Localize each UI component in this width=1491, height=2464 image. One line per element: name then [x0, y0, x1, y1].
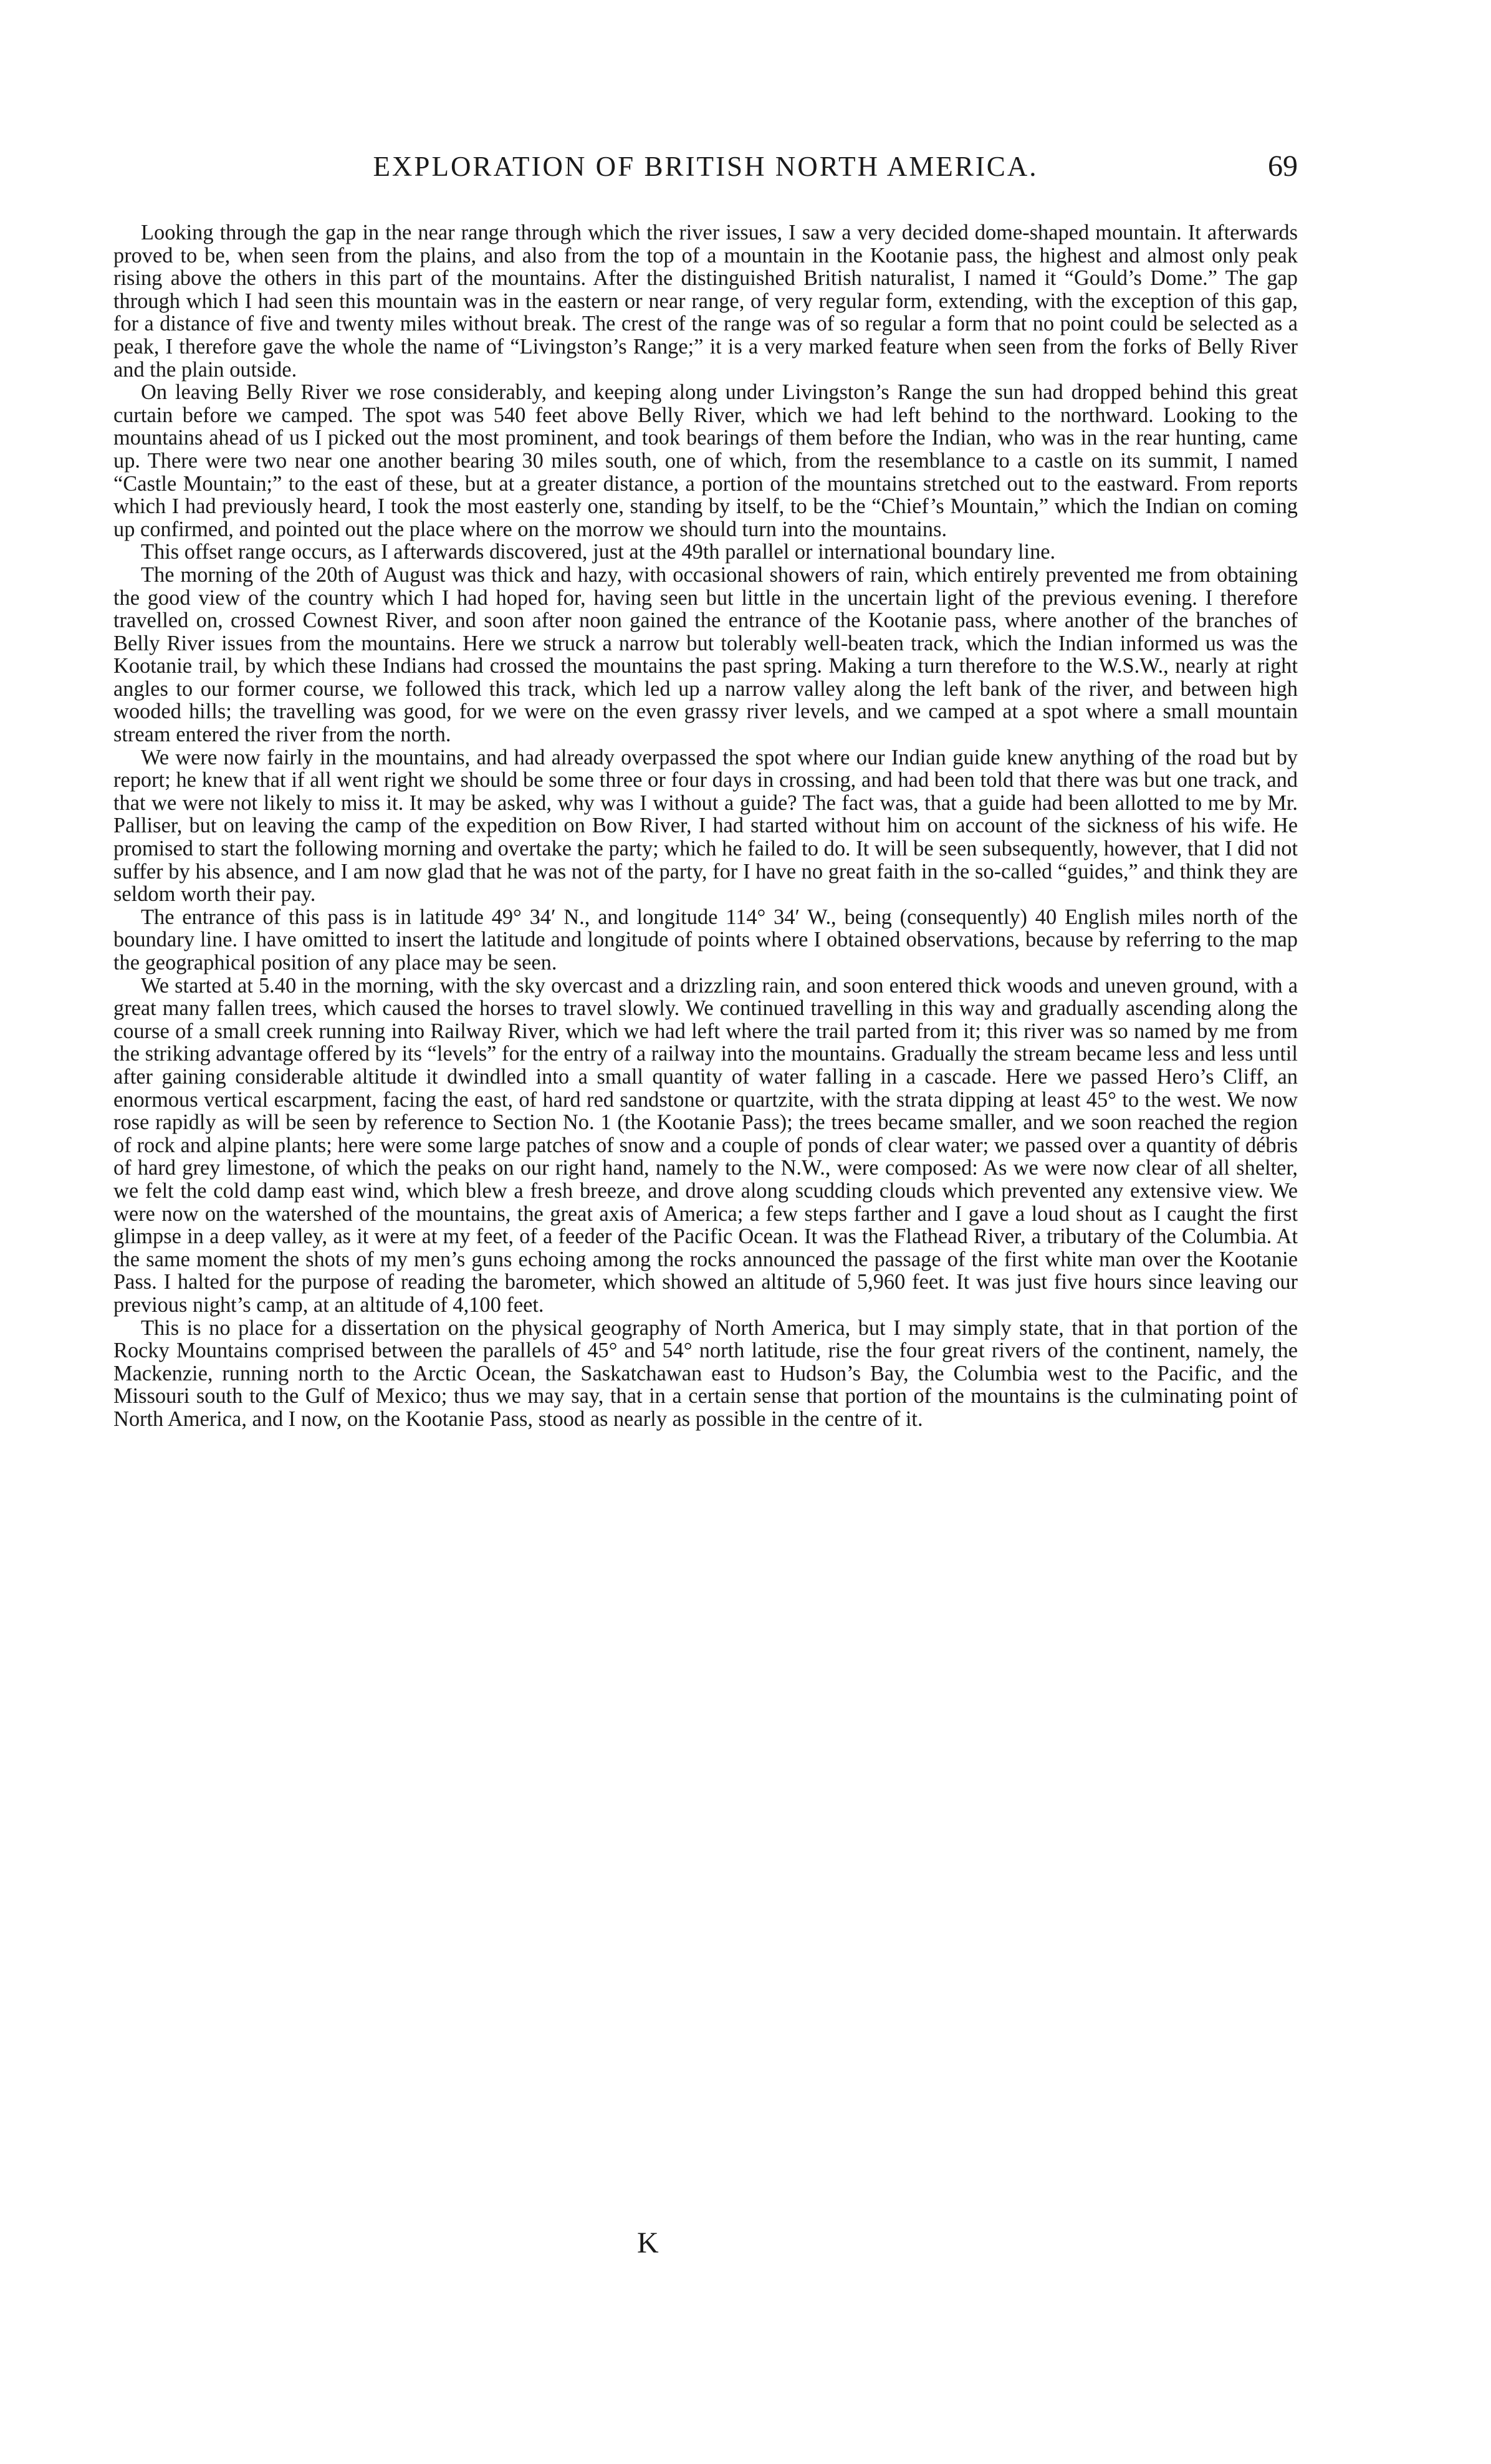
- paragraph: We were now fairly in the mountains, and had already overpassed the spot where our Indian guide knew anything of the road but by report; he knew that if all went right we should be some three or four days in crossing, and had been told that there was but one track, and that we were not likely to miss it. It may be asked, why was I without a guide? The fact was, that a guide had been allotted to me by Mr. Palliser, but on leaving the camp of the expedition on Bow River, I had started without him on account of the sickness of his wife. He promised to start the following morning and overtake the party; which he failed to do. It will be seen subsequently, however, that I did not suffer by his absence, and I am now glad that he was not of the party, for I have no great faith in the so-called “guides,” and think they are seldom worth their pay.: [113, 745, 1298, 907]
- paragraph: This offset range occurs, as I afterwards discovered, just at the 49th parallel or international boundary line.: [141, 540, 1056, 564]
- paragraph: We started at 5.40 in the morning, with the sky overcast and a drizzling rain, and soon entered thick woods and uneven ground, with a great many fallen trees, which caused the horses to travel slowly. We continued travelling in this way and gradually ascending along the course of a small creek running into Railway River, which we had left where the trail parted from it; this river was so named by me from the striking advantage offered by its “levels” for the entry of a railway into the mountains. Gradually the stream became less and less until after gaining considerable altitude it dwindled into a small quantity of water falling in a cascade. Here we passed Hero’s Cliff, an enormous vertical escarpment, facing the east, of hard red sandstone or quartzite, with the strata dipping at least 45° to the west. We now rose rapidly as will be seen by reference to Section No. 1 (the Kootanie Pass); the trees became smaller, and we soon reached the region of rock and alpine plants; here were some large patches of snow and a couple of ponds of clear water; we passed over a quantity of débris of hard grey limestone, of which the peaks on our right hand, namely to the N.W., were composed: As we were now clear of all shelter, we felt the cold damp east wind, which blew a fresh breeze, and drove along scudding clouds which prevented any extensive view. We were now on the watershed of the mountains, the great axis of America; a few steps farther and I gave a loud shout as I caught the first glimpse in a deep valley, as it were at my feet, of a feeder of the Pacific Ocean. It was the Flathead River, a tributary of the Columbia. At the same moment the shots of my men’s guns echoing among the rocks announced the passage of the first white man over the Kootanie Pass. I halted for the purpose of reading the barometer, which showed an altitude of 5,960 feet. It was just five hours since leaving our previous night’s camp, at an altitude of 4,100 feet.: [113, 973, 1298, 1317]
- paragraph: Looking through the gap in the near range through which the river issues, I saw a very decided dome-shaped mountain. It afterwards proved to be, when seen from the plains, and also from the top of a mountain in the Kootanie pass, the highest and almost only peak rising above the others in this part of the mountains. After the distinguished British naturalist, I named it “Gould’s Dome.” The gap through which I had seen this mountain was in the eastern or near range, of very regular form, extending, with the exception of this gap, for a distance of five and twenty miles without break. The crest of the range was of so regular a form that no point could be selected as a peak, I therefore gave the whole the name of “Livingston’s Range;” it is a very marked feature when seen from the forks of Belly River and the plain outside.: [113, 221, 1298, 382]
- running-head: [113, 145, 1298, 188]
- paragraph: This is no place for a dissertation on the physical geography of North America, but I may simply state, that in that portion of the Rocky Mountains comprised between the parallels of 45° and 54° north latitude, rise the four great rivers of the continent, namely, the Mackenzie, running north to the Arctic Ocean, the Saskatchawan east to Hudson’s Bay, the Columbia west to the Pacific, and the Missouri south to the Gulf of Mexico; thus we may say, that in a certain sense that portion of the mountains is the culminating point of North America, and I now, on the Kootanie Pass, stood as nearly as possible in the centre of it.: [113, 1316, 1298, 1431]
- running-title: EXPLORATION OF BRITISH NORTH AMERICA.: [373, 151, 1038, 182]
- paragraph: The entrance of this pass is in latitude 49° 34′ N., and longitude 114° 34′ W., being (consequently) 40 English miles north of the boundary line. I have omitted to insert the latitude and longitude of points where I obtained observations, because by referring to the map the geographical position of any place may be seen.: [113, 905, 1298, 975]
- body-text: [113, 221, 1298, 1430]
- paragraph: The morning of the 20th of August was thick and hazy, with occasional showers of rain, which entirely prevented me from obtaining the good view of the country which I had hoped for, having seen but little in the uncertain light of the previous evening. I therefore travelled on, crossed Cownest River, and soon after noon gained the entrance of the Kootanie pass, where another of the branches of Belly River issues from the mountains. Here we struck a narrow but tolerably well-beaten track, which the Indian informed us was the Kootanie trail, by which these Indians had crossed the mountains the past spring. Making a turn therefore to the W.S.W., nearly at right angles to our former course, we followed this track, which led up a narrow valley along the left bank of the river, and between high wooded hills; the travelling was good, for we were on the even grassy river levels, and we camped at a spot where a small mountain stream entered the river from the north.: [113, 562, 1298, 747]
- paragraph: On leaving Belly River we rose considerably, and keeping along under Livingston’s Range the sun had dropped behind this great curtain before we camped. The spot was 540 feet above Belly River, which we had left behind to the northward. Looking to the mountains ahead of us I picked out the most prominent, and took bearings of them before the Indian, who was in the rear hunting, came up. There were two near one another bearing 30 miles south, one of which, from the resemblance to a castle on its summit, I named “Castle Mountain;” to the east of these, but at a greater distance, a portion of the mountains stretched out to the eastward. From reports which I had previously heard, I took the most easterly one, standing by itself, to be the “Chief’s Mountain,” which the Indian on coming up confirmed, and pointed out the place where on the morrow we should turn into the mountains.: [113, 380, 1298, 541]
- page-number: 69: [1268, 150, 1298, 183]
- signature-mark: K: [637, 2226, 659, 2259]
